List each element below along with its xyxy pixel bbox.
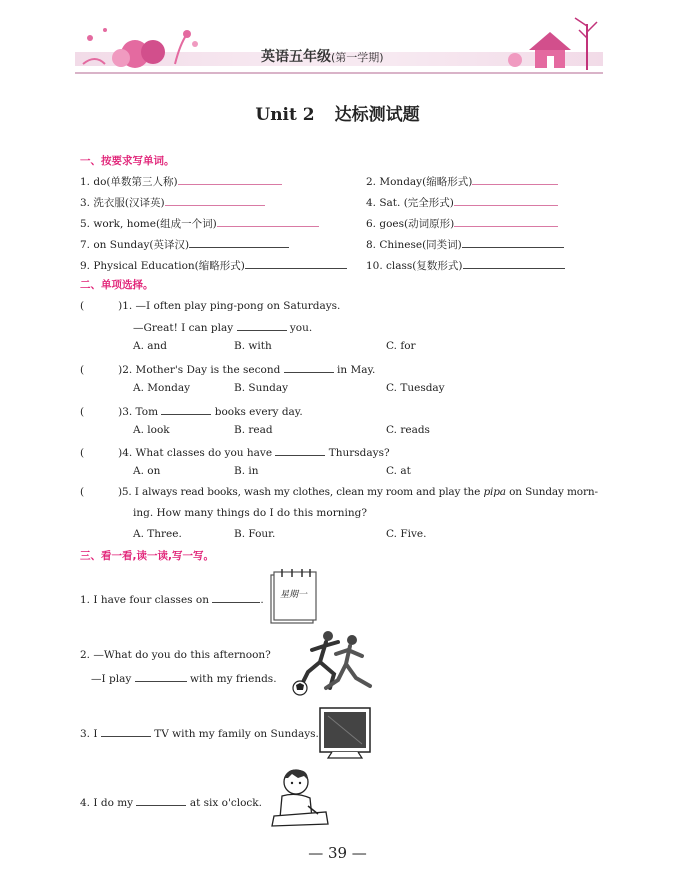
answer-blank[interactable] [454, 215, 558, 227]
choice-question: ( )4. What classes do you have Thursdays? [80, 444, 390, 459]
word-item: 7. on Sunday(英译汉) [80, 236, 289, 252]
word-item: 2. Monday(缩略形式) [366, 173, 558, 189]
option-b[interactable]: B. in [234, 465, 259, 477]
word-item: 3. 洗衣服(汉译英) [80, 194, 265, 210]
answer-blank[interactable] [178, 173, 282, 185]
answer-blank[interactable] [275, 444, 325, 456]
word-item: 10. class(复数形式) [366, 257, 565, 273]
page-number: — 39 — [308, 844, 367, 862]
word-item: 8. Chinese(同类词) [366, 236, 564, 252]
answer-blank[interactable] [165, 194, 265, 206]
test-name: 达标测试题 [334, 105, 420, 125]
answer-blank[interactable] [212, 591, 260, 603]
choice-question: ( )2. Mother's Day is the second in May. [80, 361, 375, 376]
header-decoration-left-icon [75, 14, 205, 72]
football-players-icon [290, 628, 382, 698]
option-c[interactable]: C. Five. [386, 528, 427, 540]
calendar-text: 星期一 [280, 590, 308, 600]
word-item: 4. Sat. (完全形式) [366, 194, 558, 210]
question-line: —Great! I can play you. [133, 319, 312, 334]
section1-heading: 一、按要求写单词。 [80, 155, 175, 167]
fill-question: 4. I do my at six o'clock. [80, 794, 262, 809]
option-b[interactable]: B. with [234, 340, 272, 352]
option-a[interactable]: A. look [133, 424, 170, 436]
choice-question: ( )1. —I often play ping-pong on Saturdays. [80, 300, 341, 312]
option-a[interactable]: A. on [133, 465, 161, 477]
section2-heading: 二、单项选择。 [80, 279, 154, 291]
tv-icon [318, 704, 376, 762]
answer-blank[interactable] [136, 794, 186, 806]
answer-blank[interactable] [161, 403, 211, 415]
answer-blank[interactable] [189, 236, 289, 248]
answer-blank[interactable] [472, 173, 558, 185]
option-b[interactable]: B. Four. [234, 528, 276, 540]
option-a[interactable]: A. Three. [133, 528, 182, 540]
unit-label: Unit 2 [255, 105, 315, 125]
answer-blank[interactable] [217, 215, 319, 227]
choice-question: ( )3. Tom books every day. [80, 403, 303, 418]
answer-blank[interactable] [135, 670, 187, 682]
fill-question: —I play with my friends. [91, 670, 277, 685]
page-header [75, 14, 603, 76]
header-rule [75, 72, 603, 74]
header-title [261, 46, 384, 66]
option-b[interactable]: B. read [234, 424, 273, 436]
option-c[interactable]: C. reads [386, 424, 430, 436]
book-title: 英语五年级 [261, 49, 331, 65]
answer-blank[interactable] [463, 257, 565, 269]
fill-question-line: 2. —What do you do this afternoon? [80, 649, 271, 661]
boy-homework-icon [268, 766, 330, 830]
option-a[interactable]: A. Monday [133, 382, 191, 394]
section3-heading: 三、看一看,读一读,写一写。 [80, 550, 214, 562]
page-title [0, 100, 675, 125]
fill-question: 3. I TV with my family on Sundays. [80, 725, 319, 740]
answer-blank[interactable] [101, 725, 151, 737]
option-c[interactable]: C. at [386, 465, 411, 477]
word-item: 5. work, home(组成一个词) [80, 215, 319, 231]
option-c[interactable]: C. for [386, 340, 416, 352]
fill-question: 1. I have four classes on . [80, 591, 264, 606]
term-label: (第一学期) [331, 51, 384, 64]
option-c[interactable]: C. Tuesday [386, 382, 445, 394]
calendar-picture [268, 565, 320, 627]
word-item: 6. goes(动词原形) [366, 215, 558, 231]
answer-blank[interactable] [284, 361, 334, 373]
question-line: ing. How many things do I do this morning? [133, 507, 367, 519]
word-item: 1. do(单数第三人称) [80, 173, 282, 189]
answer-blank[interactable] [454, 194, 558, 206]
word-item: 9. Physical Education(缩略形式) [80, 257, 347, 273]
option-a[interactable]: A. and [133, 340, 168, 352]
answer-blank[interactable] [245, 257, 347, 269]
answer-blank[interactable] [237, 319, 287, 331]
header-house-icon [495, 14, 603, 72]
answer-blank[interactable] [462, 236, 564, 248]
choice-question: ( )5. I always read books, wash my clothes, clean my room and play the pipa on Sunday morn- [80, 486, 598, 498]
option-b[interactable]: B. Sunday [234, 382, 289, 394]
